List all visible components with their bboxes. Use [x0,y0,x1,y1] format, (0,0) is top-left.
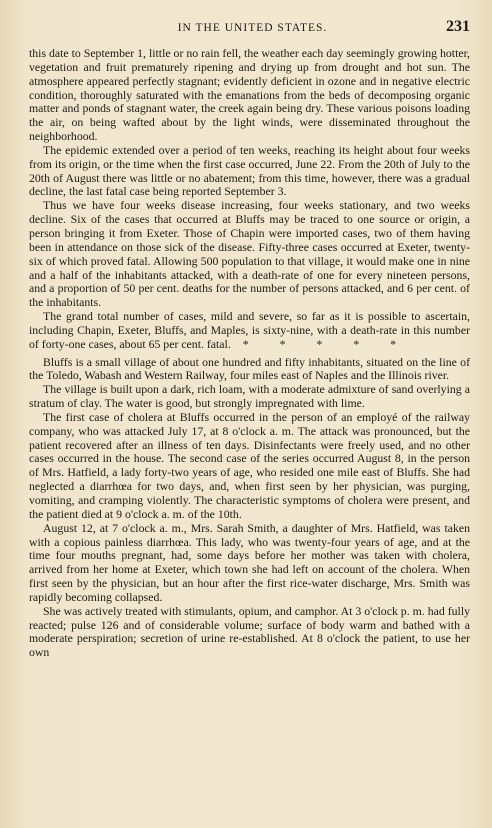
running-head [29,18,470,40]
paragraph: Thus we have four weeks disease increasing, four weeks stationary, and two weeks decline. Six of the cases that occurred at Bluffs may be traced to one source or origin, a person bringing it from Exeter. Those of Chapin were imported cases, two of them having been in attendance on those sick of the disease. Fifty-three cases occurred at Exeter, twenty-six of which proved fatal. Allowing 500 population to that village, it would make one in nine and a half of the inhabitants attacked, with a death-rate of one for every nineteen persons, and a proportion of 50 per cent. deaths for the number of persons attacked, and 6 per cent. of the inhabitants. [29,198,470,310]
paragraph [29,310,470,352]
body-text [29,47,470,660]
section-break-asterisks: * * * * * [242,336,397,351]
paragraph: this date to September 1, little or no rain fell, the weather each day seemingly growing hotter, vegetation and fruit prematurely ripening and drying up from drought and hot sun. The atmosphere appeared perfectly stagnant; evidently deficient in ozone and in negative electric condition, thoroughly saturated with the emanations from the beds of decomposing organic matter and ponds of stagnant water, the creek again being dry. These various poisons loading the air, on being wafted about by the light winds, were disseminated throughout the neighborhood. [29,46,470,144]
paragraph: She was actively treated with stimulants, opium, and camphor. At 3 o'clock p. m. had fully reacted; pulse 126 and of considerable volume; surface of body warm and bathed with a moderate perspiration; secretion of urine re-established. At 8 o'clock the patient, to use her own [29,603,470,660]
paragraph: The first case of cholera at Bluffs occurred in the person of an employé of the railway company, who was attacked July 17, at 8 o'clock a. m. The attack was pronounced, but the patient recovered after an illness of ten days. Disinfectants were freely used, and no other cases occurred in the house. The second case of the series occurred August 8, in the person of Mrs. Hatfield, a lady forty-two years of age, who resided one mile east of Bluffs. She had neglected a diarrhœa for two days, and, when first seen by her physician, was purging, vomiting, and cramping violently. The characteristic symptoms of cholera were present, and the patient died at 9 o'clock a. m. of the 10th. [29,409,470,521]
paragraph: Bluffs is a small village of about one hundred and fifty inhabitants, situated on the line of the Toledo, Wabash and Western Railway, four miles east of Naples and the Illinois river. [29,354,470,383]
paragraph: The village is built upon a dark, rich loam, with a moderate admixture of sand overlying a stratum of clay. The water is good, but strongly impregnated with lime. [29,382,470,411]
paragraph: August 12, at 7 o'clock a. m., Mrs. Sarah Smith, a daughter of Mrs. Hatfield, was taken with a copious painless diarrhœa. This lady, who was twenty-four years of age, and at the time four mouths pregnant, had, some days before her mother was taken with cholera, arrived from her home at Exeter, which town she had left on account of the cholera. When first seen by the physician, but an hour after the first rice-water discharge, Mrs. Smith was rapidly becoming collapsed. [29,520,470,604]
paragraph: The epidemic extended over a period of ten weeks, reaching its height about four weeks from its origin, or the time when the first case occurred, June 22. From the 20th of July to the 20th of August there was little or no abatement; from this time, however, there was a gradual decline, the last fatal case being reported September 3. [29,142,470,199]
running-title: IN THE UNITED STATES. [177,22,328,34]
paragraph-text: The grand total number of cases, mild and severe, so far as it is possible to ascertain, including Chapin, Exeter, Bluffs, and Maples, is sixty-nine, with a death-rate in this number of forty-one cases, about 65 per cent. fatal. [29,309,470,351]
page-number: 231 [446,18,470,35]
